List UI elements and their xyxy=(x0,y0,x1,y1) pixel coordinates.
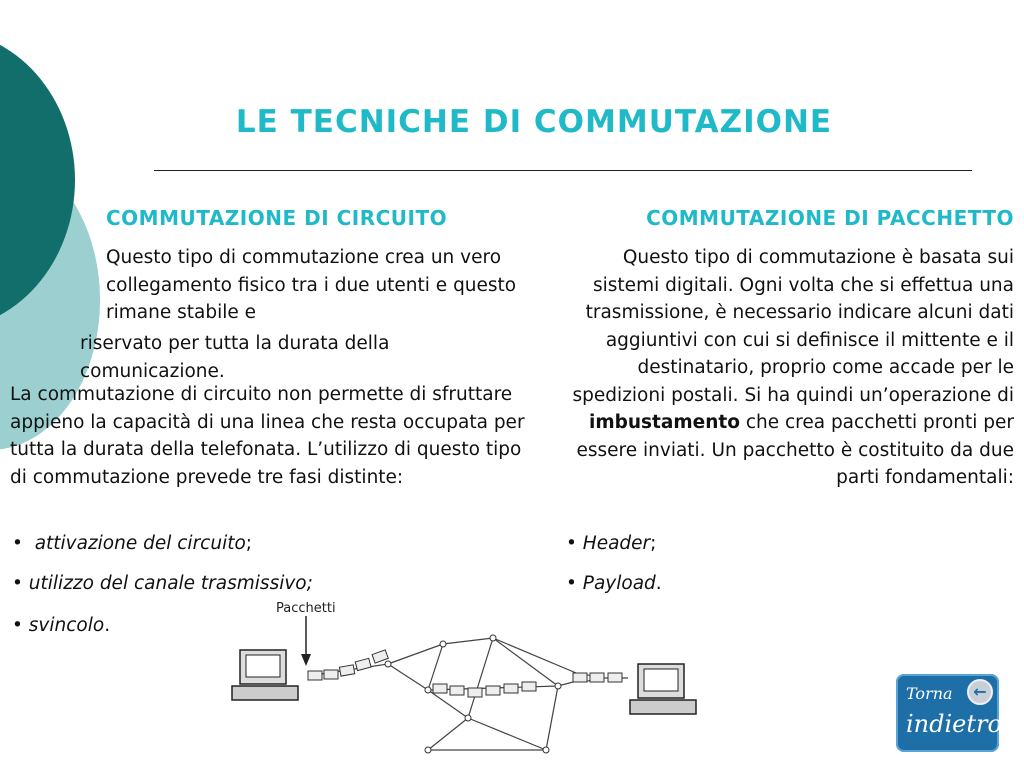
back-button[interactable] xyxy=(896,674,1002,752)
heading-packet-switching: COMMUTAZIONE DI PACCHETTO xyxy=(646,206,1014,230)
back-arrow-icon: ← xyxy=(967,679,993,705)
circuit-bullet-1: • attivazione del circuito; xyxy=(12,533,253,554)
bullet-text: svincolo xyxy=(28,615,105,636)
circuit-bullet-3: • svincolo. xyxy=(12,615,111,636)
bullet-text: attivazione del circuito xyxy=(34,533,246,554)
bullet-suffix: . xyxy=(655,573,662,594)
bullet-text: Payload xyxy=(582,573,656,594)
circuit-paragraph-3: La commutazione di circuito non permette di sfruttare appieno la capacità di una linea che resta occupata per tutta la durata della telefonata. L’utilizzo di questo tipo di commutazione prevede tre fasi distinte: xyxy=(10,384,525,488)
computer-icon-right xyxy=(630,664,696,714)
packet-bullet-1: • Header; xyxy=(566,533,657,554)
packet-network-diagram xyxy=(228,600,698,760)
title-divider xyxy=(154,170,972,171)
circuit-paragraph-1: Questo tipo di commutazione crea un vero collegamento fisico tra i due utenti e questo rimane stabile e xyxy=(106,247,517,323)
bullet-text: Header xyxy=(582,533,651,554)
bullet-suffix: . xyxy=(104,615,111,636)
circuit-bullet-2: • utilizzo del canale trasmissivo; xyxy=(12,573,313,594)
packet-paragraph xyxy=(554,244,1014,492)
back-button-label-2: indietro xyxy=(906,710,1002,738)
bullet-text: utilizzo del canale trasmissivo; xyxy=(28,573,313,594)
bullet-suffix: ; xyxy=(245,533,253,554)
bullet-suffix: ; xyxy=(650,533,657,554)
packet-text-before: Questo tipo di commutazione è basata sui sistemi digitali. Ogni volta che si effettua una trasmissione, è necessario indicare alcuni dati aggiuntivi con cui si definisce il mittente e il destinatario, proprio come accade per le spedizioni postali. Si ha quindi un’operazione di xyxy=(572,247,1014,406)
packet-text-bold: imbustamento xyxy=(589,412,740,433)
heading-circuit-switching: COMMUTAZIONE DI CIRCUITO xyxy=(106,206,448,230)
circuit-paragraph-2: riservato per tutta la durata della comunicazione. xyxy=(80,333,390,382)
diagram-label-pacchetti: Pacchetti xyxy=(276,601,336,616)
back-button-label-1: Torna xyxy=(906,684,953,703)
packet-text-after: che crea pacchetti pronti per essere inviati. Un pacchetto è costituito da due parti fondamentali: xyxy=(576,412,1014,488)
packet-bullet-2: • Payload. xyxy=(566,573,662,594)
page-title: LE TECNICHE DI COMMUTAZIONE xyxy=(235,104,833,140)
computer-icon-left xyxy=(232,650,298,700)
